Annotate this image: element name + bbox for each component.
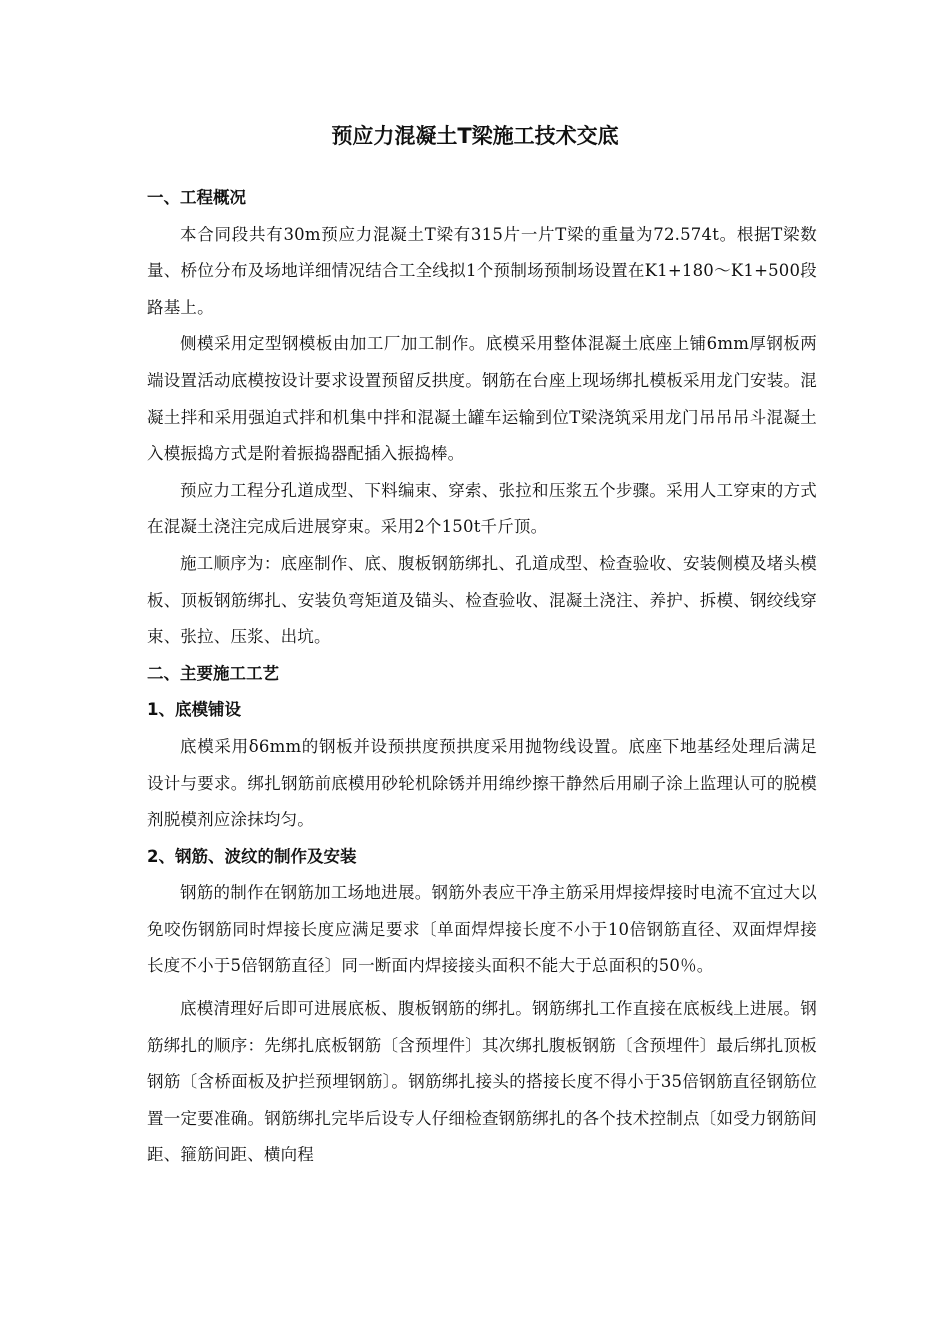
- paragraph: 底模采用δ6mm的钢板并设预拱度预拱度采用抛物线设置。底座下地基经处理后满足设计与要求。绑扎钢筋前底模用砂轮机除锈并用绵纱擦干静然后用刷子涂上监理认可的脱模剂脱模剂应涂抹均匀。: [147, 736, 817, 830]
- paragraph: 施工顺序为：底座制作、底、腹板钢筋绑扎、孔道成型、检查验收、安装侧模及堵头模板、顶板钢筋绑扎、安装负弯矩道及锚头、检查验收、混凝土浇注、养护、拆模、钢绞线穿束、张拉、压浆、出坑。: [147, 553, 817, 647]
- paragraph: 底模清理好后即可进展底板、腹板钢筋的绑扎。钢筋绑扎工作直接在底板线上进展。钢筋绑扎的顺序：先绑扎底板钢筋〔含预埋件〕其次绑扎腹板钢筋〔含预埋件〕最后绑扎顶板钢筋〔含桥面板及护拦预埋钢筋〕。钢筋绑扎接头的搭接长度不得小于35倍钢筋直径钢筋位置一定要准确。钢筋绑扎完毕后设专人仔细检查钢筋绑扎的各个技术控制点〔如受力钢筋间距、箍筋间距、横向程: [147, 999, 817, 1165]
- paragraph: 钢筋的制作在钢筋加工场地进展。钢筋外表应干净主筋采用焊接焊接时电流不宜过大以免咬伤钢筋同时焊接长度应满足要求〔单面焊焊接长度不小于10倍钢筋直径、双面焊焊接长度不小于5倍钢筋直径〕同一断面内焊接接头面积不能大于总面积的50％。: [147, 883, 817, 976]
- section-heading: 2、钢筋、波纹的制作及安装: [147, 846, 357, 866]
- document-title: 预应力混凝土T梁施工技术交底: [331, 124, 619, 148]
- section-heading: 1、底模铺设: [147, 700, 241, 720]
- paragraph: 侧模采用定型钢模板由加工厂加工制作。底模采用整体混凝土底座上铺6mm厚钢板两端设置活动底模按设计要求设置预留反拱度。钢筋在台座上现场绑扎模板采用龙门安装。混凝土拌和采用强迫式拌和机集中拌和混凝土罐车运输到位T梁浇筑采用龙门吊吊吊斗混凝土入模振捣方式是附着振捣器配插入振捣棒。: [147, 334, 817, 464]
- document-body: [147, 180, 817, 1174]
- paragraph: 预应力工程分孔道成型、下料编束、穿索、张拉和压浆五个步骤。采用人工穿束的方式在混凝土浇注完成后进展穿束。采用2个150t千斤顶。: [147, 480, 817, 537]
- paragraph: 本合同段共有30m预应力混凝土T梁有315片一片T梁的重量为72.574t。根据T梁数量、桥位分布及场地详细情况结合工全线拟1个预制场预制场设置在K1+180～K1+500段路基上。: [147, 224, 817, 317]
- section-heading: 二、主要施工工艺: [147, 663, 279, 683]
- section-heading: 一、工程概况: [147, 188, 246, 207]
